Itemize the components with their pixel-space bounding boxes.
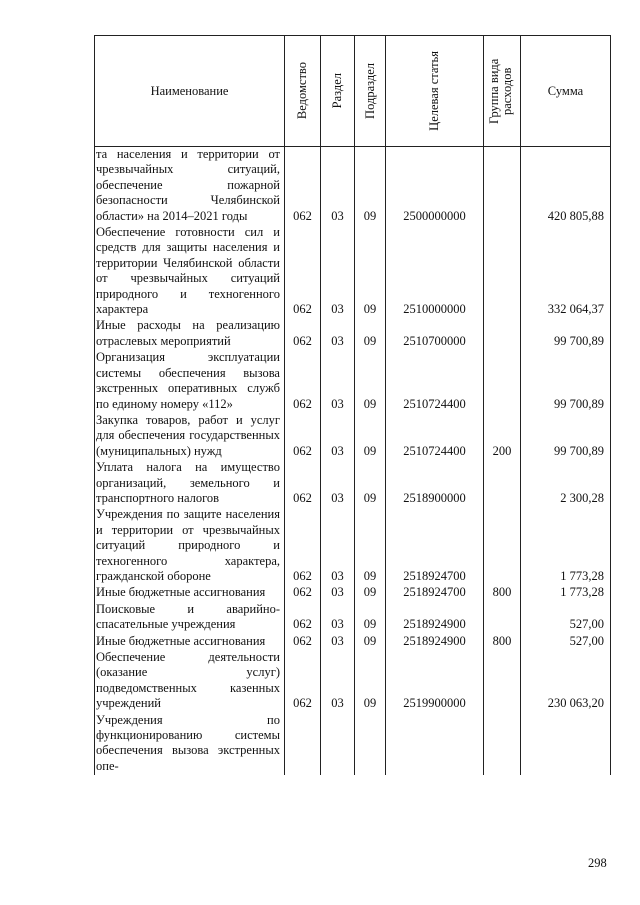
cell-grp	[484, 318, 521, 350]
table-row	[95, 350, 611, 413]
table-row	[95, 225, 611, 318]
cell-ved: 062	[285, 460, 321, 507]
cell-razd: 03	[321, 350, 355, 413]
header-podrazdel: Подраздел	[362, 63, 377, 119]
cell-podr: 09	[355, 350, 386, 413]
cell-ved: 062	[285, 318, 321, 350]
cell-grp	[484, 147, 521, 226]
table-row	[95, 460, 611, 507]
header-name: Наименование	[95, 36, 285, 147]
table-body	[95, 147, 611, 776]
cell-name: Поисковые и аварийно-спасательные учреждения	[95, 602, 285, 634]
cell-ved: 062	[285, 225, 321, 318]
cell-name: Учреждения по функционированию системы обеспечения вызова экстренных опе-	[95, 713, 285, 776]
cell-ved: 062	[285, 413, 321, 460]
table-row	[95, 507, 611, 585]
header-celevaya: Целевая статья	[427, 51, 441, 131]
table-row	[95, 413, 611, 460]
table-row	[95, 318, 611, 350]
cell-cst: 2518924900	[386, 602, 484, 634]
cell-name: Обеспечение готовности сил и средств для защиты населения и территории Челябинской области от чрезвычайных ситуаций природного и техногенного характера	[95, 225, 285, 318]
header-summa: Сумма	[521, 36, 611, 147]
header-celevaya-cell	[386, 36, 484, 147]
cell-podr: 09	[355, 413, 386, 460]
cell-sum	[521, 713, 611, 776]
budget-table	[94, 35, 611, 775]
cell-razd: 03	[321, 650, 355, 713]
cell-podr: 09	[355, 650, 386, 713]
cell-razd: 03	[321, 225, 355, 318]
header-row	[95, 36, 611, 147]
cell-grp	[484, 602, 521, 634]
header-gruppa: Группа вида расходов	[487, 58, 514, 124]
cell-razd: 03	[321, 147, 355, 226]
cell-ved: 062	[285, 507, 321, 585]
cell-cst: 2510724400	[386, 413, 484, 460]
cell-grp	[484, 507, 521, 585]
cell-grp	[484, 713, 521, 776]
cell-cst: 2500000000	[386, 147, 484, 226]
cell-grp	[484, 350, 521, 413]
cell-podr: 09	[355, 507, 386, 585]
cell-sum: 527,00	[521, 634, 611, 650]
cell-name: Организация эксплуатации системы обеспечения вызова экстренных оперативных служб по единому номеру «112»	[95, 350, 285, 413]
table-row	[95, 650, 611, 713]
cell-ved: 062	[285, 602, 321, 634]
cell-name: Иные бюджетные ассигнования	[95, 634, 285, 650]
cell-razd: 03	[321, 460, 355, 507]
cell-name: та населения и территории от чрезвычайных ситуаций, обеспечение пожарной безопасности Челябинской области» на 2014–2021 годы	[95, 147, 285, 226]
header-podrazdel-cell	[355, 36, 386, 147]
header-razdel-cell	[321, 36, 355, 147]
cell-grp	[484, 650, 521, 713]
cell-sum: 2 300,28	[521, 460, 611, 507]
cell-cst: 2518924900	[386, 634, 484, 650]
cell-name: Уплата налога на имущество организаций, земельного и транспортного налогов	[95, 460, 285, 507]
cell-grp	[484, 460, 521, 507]
table-row	[95, 634, 611, 650]
cell-cst: 2518924700	[386, 585, 484, 601]
page-number: 298	[588, 856, 607, 870]
cell-name: Иные расходы на реализацию отраслевых мероприятий	[95, 318, 285, 350]
cell-sum: 332 064,37	[521, 225, 611, 318]
cell-sum: 527,00	[521, 602, 611, 634]
cell-podr: 09	[355, 634, 386, 650]
cell-name: Иные бюджетные ассигнования	[95, 585, 285, 601]
cell-sum: 99 700,89	[521, 413, 611, 460]
cell-ved: 062	[285, 634, 321, 650]
cell-cst: 2510700000	[386, 318, 484, 350]
cell-grp: 200	[484, 413, 521, 460]
cell-sum: 420 805,88	[521, 147, 611, 226]
cell-razd: 03	[321, 318, 355, 350]
cell-name: Закупка товаров, работ и услуг для обеспечения государственных (муниципальных) нужд	[95, 413, 285, 460]
cell-grp: 800	[484, 585, 521, 601]
cell-cst: 2510000000	[386, 225, 484, 318]
cell-podr: 09	[355, 460, 386, 507]
cell-razd	[321, 713, 355, 776]
cell-podr: 09	[355, 147, 386, 226]
cell-sum: 99 700,89	[521, 318, 611, 350]
cell-razd: 03	[321, 585, 355, 601]
cell-ved: 062	[285, 147, 321, 226]
cell-ved: 062	[285, 585, 321, 601]
cell-razd: 03	[321, 413, 355, 460]
table-row	[95, 713, 611, 776]
cell-razd: 03	[321, 602, 355, 634]
cell-cst: 2518900000	[386, 460, 484, 507]
cell-podr: 09	[355, 602, 386, 634]
cell-podr: 09	[355, 225, 386, 318]
cell-grp: 800	[484, 634, 521, 650]
cell-razd: 03	[321, 634, 355, 650]
cell-ved: 062	[285, 350, 321, 413]
header-gruppa-cell	[484, 36, 521, 147]
cell-name: Обеспечение деятельности (оказание услуг) подведомственных казенных учреждений	[95, 650, 285, 713]
cell-cst: 2519900000	[386, 650, 484, 713]
cell-grp	[484, 225, 521, 318]
cell-sum: 1 773,28	[521, 585, 611, 601]
cell-sum: 230 063,20	[521, 650, 611, 713]
header-vedomstvo: Ведомство	[295, 62, 309, 120]
header-razdel: Раздел	[330, 73, 344, 109]
cell-cst	[386, 713, 484, 776]
table-row	[95, 585, 611, 601]
cell-sum: 1 773,28	[521, 507, 611, 585]
table-row	[95, 147, 611, 226]
cell-ved: 062	[285, 650, 321, 713]
cell-cst: 2510724400	[386, 350, 484, 413]
cell-podr: 09	[355, 585, 386, 601]
cell-name: Учреждения по защите населения и территории от чрезвычайных ситуаций природного и техногенного характера, гражданской обороне	[95, 507, 285, 585]
cell-ved	[285, 713, 321, 776]
cell-cst: 2518924700	[386, 507, 484, 585]
cell-podr	[355, 713, 386, 776]
table-row	[95, 602, 611, 634]
cell-sum: 99 700,89	[521, 350, 611, 413]
cell-razd: 03	[321, 507, 355, 585]
header-vedomstvo-cell	[285, 36, 321, 147]
cell-podr: 09	[355, 318, 386, 350]
